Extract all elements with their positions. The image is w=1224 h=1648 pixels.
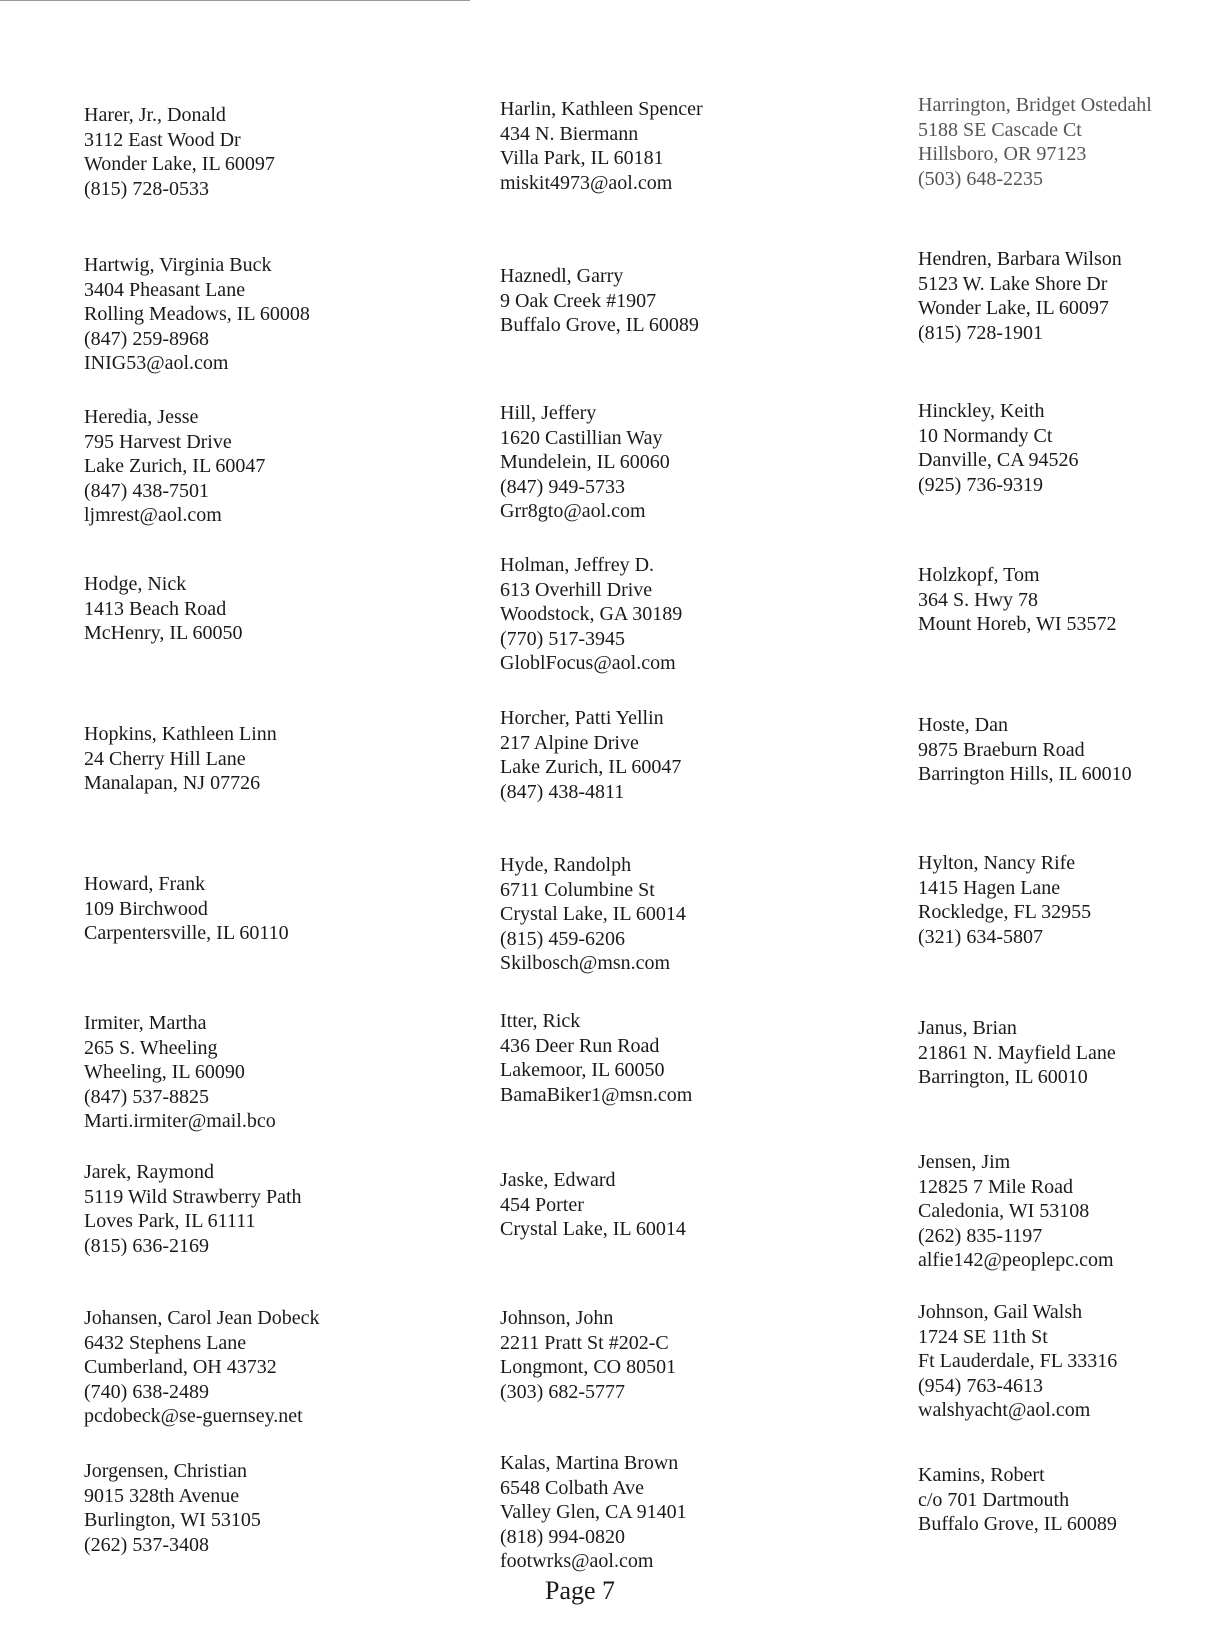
entry-address: 265 S. Wheeling [84, 1036, 218, 1059]
entry-name: Itter, Rick [500, 1010, 581, 1032]
entry-email: pcdobeck@se-guernsey.net [84, 1405, 303, 1427]
entry-city: Crystal Lake, IL 60014 [500, 903, 686, 925]
entry-name: Heredia, Jesse [84, 406, 199, 428]
entry-name: Kamins, Robert [918, 1464, 1045, 1486]
directory-entry [918, 713, 1132, 787]
entry-address: 613 Overhill Drive [500, 578, 653, 601]
directory-entry [500, 853, 686, 976]
directory-entry [918, 851, 1091, 949]
directory-entry [918, 1016, 1116, 1090]
entry-phone: (847) 438-7501 [84, 479, 209, 502]
entry-city: Woodstock, GA 30189 [500, 603, 683, 625]
entry-name: Harlin, Kathleen Spencer [500, 98, 703, 120]
entry-phone: (925) 736-9319 [918, 473, 1043, 496]
entry-city: Lakemoor, IL 60050 [500, 1059, 665, 1081]
directory-entry [500, 1451, 687, 1574]
entry-name: Horcher, Patti Yellin [500, 707, 664, 729]
entry-name: Johansen, Carol Jean Dobeck [84, 1307, 320, 1329]
entry-city: Rolling Meadows, IL 60008 [84, 303, 310, 325]
entry-name: Irmiter, Martha [84, 1012, 207, 1034]
entry-city: Wheeling, IL 60090 [84, 1061, 245, 1083]
entry-city: Longmont, CO 80501 [500, 1356, 677, 1378]
entry-address: 436 Deer Run Road [500, 1034, 660, 1057]
entry-city: Manalapan, NJ 07726 [84, 772, 261, 794]
directory-entry [84, 1459, 261, 1557]
entry-name: Jarek, Raymond [84, 1161, 214, 1183]
entry-phone: (818) 994-0820 [500, 1525, 625, 1548]
entry-city: Barrington Hills, IL 60010 [918, 763, 1132, 785]
entry-phone: (815) 728-0533 [84, 177, 209, 200]
directory-entry [84, 1011, 276, 1134]
entry-address: 364 S. Hwy 78 [918, 588, 1039, 611]
entry-phone: (815) 636-2169 [84, 1234, 209, 1257]
entry-address: 795 Harvest Drive [84, 430, 232, 453]
entry-name: Johnson, Gail Walsh [918, 1301, 1083, 1323]
entry-email: walshyacht@aol.com [918, 1399, 1091, 1421]
directory-entry [500, 1168, 686, 1242]
entry-city: Valley Glen, CA 91401 [500, 1501, 687, 1523]
entry-email: miskit4973@aol.com [500, 171, 673, 194]
entry-city: Loves Park, IL 61111 [84, 1210, 256, 1232]
entry-name: Jaske, Edward [500, 1169, 616, 1191]
directory-entry [84, 722, 277, 796]
entry-city: Hillsboro, OR 97123 [918, 143, 1087, 165]
entry-city: Lake Zurich, IL 60047 [500, 756, 682, 778]
entry-city: Carpentersville, IL 60110 [84, 922, 289, 944]
entry-city: Barrington, IL 60010 [918, 1066, 1088, 1088]
entry-phone: (815) 459-6206 [500, 927, 625, 950]
entry-city: Crystal Lake, IL 60014 [500, 1218, 686, 1240]
directory-entry [84, 405, 265, 528]
entry-address: 6711 Columbine St [500, 878, 655, 901]
entry-name: Hinckley, Keith [918, 400, 1045, 422]
entry-email: footwrks@aol.com [500, 1550, 654, 1572]
entry-email: GloblFocus@aol.com [500, 652, 676, 674]
entry-name: Jensen, Jim [918, 1151, 1011, 1173]
entry-city: McHenry, IL 60050 [84, 622, 243, 644]
directory-entry [918, 1150, 1114, 1273]
entry-email: Grr8gto@aol.com [500, 500, 646, 522]
entry-city: Ft Lauderdale, FL 33316 [918, 1350, 1118, 1372]
entry-city: Caledonia, WI 53108 [918, 1200, 1090, 1222]
entry-address: c/o 701 Dartmouth [918, 1488, 1070, 1511]
directory-entry [500, 553, 682, 676]
entry-phone: (815) 728-1901 [918, 321, 1043, 344]
page-number: Page 7 [545, 1576, 616, 1605]
directory-entry [918, 563, 1117, 637]
entry-city: Cumberland, OH 43732 [84, 1356, 277, 1378]
entry-city: Danville, CA 94526 [918, 449, 1079, 471]
entry-name: Howard, Frank [84, 873, 206, 895]
entry-phone: (847) 949-5733 [500, 475, 625, 498]
directory-entry [500, 264, 699, 338]
entry-phone: (262) 537-3408 [84, 1533, 209, 1556]
entry-address: 3404 Pheasant Lane [84, 278, 246, 301]
entry-address: 1413 Beach Road [84, 597, 227, 620]
directory-entry [918, 1463, 1117, 1537]
entry-name: Harrington, Bridget Ostedahl [918, 94, 1152, 116]
entry-address: 454 Porter [500, 1193, 584, 1216]
entry-city: Burlington, WI 53105 [84, 1509, 261, 1531]
entry-city: Buffalo Grove, IL 60089 [918, 1513, 1117, 1535]
entry-city: Mount Horeb, WI 53572 [918, 613, 1117, 635]
entry-address: 9875 Braeburn Road [918, 738, 1085, 761]
entry-email: BamaBiker1@msn.com [500, 1083, 693, 1106]
entry-address: 434 N. Biermann [500, 122, 639, 145]
entry-email: Marti.irmiter@mail.bco [84, 1110, 276, 1132]
entry-name: Kalas, Martina Brown [500, 1452, 679, 1474]
entry-address: 5119 Wild Strawberry Path [84, 1185, 302, 1208]
entry-address: 1620 Castillian Way [500, 426, 663, 449]
entry-address: 1415 Hagen Lane [918, 876, 1061, 899]
entry-phone: (503) 648-2235 [918, 167, 1043, 190]
directory-entry [84, 1160, 302, 1258]
entry-city: Mundelein, IL 60060 [500, 451, 670, 473]
entry-phone: (847) 537-8825 [84, 1085, 209, 1108]
directory-entry [500, 1306, 676, 1404]
entry-city: Wonder Lake, IL 60097 [84, 153, 275, 175]
directory-entry [918, 247, 1122, 345]
entry-name: Hodge, Nick [84, 573, 187, 595]
entry-phone: (262) 835-1197 [918, 1224, 1043, 1247]
entry-phone: (847) 259-8968 [84, 327, 209, 350]
entry-address: 10 Normandy Ct [918, 424, 1053, 447]
directory-entry [918, 1300, 1117, 1423]
directory-entry [84, 253, 310, 376]
entry-address: 6548 Colbath Ave [500, 1476, 645, 1499]
entry-city: Lake Zurich, IL 60047 [84, 455, 266, 477]
entry-email: Skilbosch@msn.com [500, 952, 671, 974]
entry-address: 9015 328th Avenue [84, 1484, 240, 1507]
entry-address: 24 Cherry Hill Lane [84, 747, 246, 770]
directory-entry [84, 572, 242, 646]
entry-name: Hartwig, Virginia Buck [84, 254, 272, 276]
entry-name: Jorgensen, Christian [84, 1460, 247, 1482]
entry-address: 5123 W. Lake Shore Dr [918, 272, 1108, 295]
entry-address: 5188 SE Cascade Ct [918, 118, 1082, 141]
entry-phone: (321) 634-5807 [918, 925, 1043, 948]
directory-entry [84, 1306, 320, 1429]
entry-name: Haznedl, Garry [500, 265, 624, 287]
entry-address: 109 Birchwood [84, 897, 208, 920]
directory-entry [84, 872, 289, 946]
entry-name: Hopkins, Kathleen Linn [84, 723, 277, 745]
directory-entry [84, 103, 275, 201]
directory-entry [500, 706, 681, 804]
entry-name: Hyde, Randolph [500, 854, 632, 876]
entry-email: ljmrest@aol.com [84, 504, 222, 526]
directory-entry [918, 93, 1152, 191]
entry-address: 21861 N. Mayfield Lane [918, 1041, 1116, 1064]
directory-entry [500, 1009, 692, 1107]
entry-email: alfie142@peoplepc.com [918, 1249, 1114, 1271]
entry-city: Wonder Lake, IL 60097 [918, 297, 1109, 319]
directory-entry [918, 399, 1079, 497]
entry-city: Buffalo Grove, IL 60089 [500, 314, 699, 336]
entry-phone: (740) 638-2489 [84, 1380, 209, 1403]
entry-name: Hylton, Nancy Rife [918, 852, 1076, 874]
entry-address: 1724 SE 11th St [918, 1325, 1048, 1348]
entry-name: Janus, Brian [918, 1017, 1017, 1039]
entry-name: Hill, Jeffery [500, 402, 597, 424]
entry-name: Johnson, John [500, 1307, 614, 1329]
entry-address: 2211 Pratt St #202-C [500, 1331, 669, 1354]
entry-address: 9 Oak Creek #1907 [500, 289, 657, 312]
directory-entry [500, 401, 670, 524]
entry-city: Villa Park, IL 60181 [500, 147, 664, 169]
entry-name: Hendren, Barbara Wilson [918, 248, 1122, 270]
entry-phone: (303) 682-5777 [500, 1380, 625, 1403]
entry-name: Holman, Jeffrey D. [500, 554, 655, 576]
entry-address: 3112 East Wood Dr [84, 128, 241, 151]
entry-email: INIG53@aol.com [84, 352, 229, 374]
entry-name: Harer, Jr., Donald [84, 104, 226, 126]
entry-phone: (770) 517-3945 [500, 627, 625, 650]
entry-address: 6432 Stephens Lane [84, 1331, 247, 1354]
entry-address: 12825 7 Mile Road [918, 1175, 1073, 1198]
entry-address: 217 Alpine Drive [500, 731, 639, 754]
entry-phone: (847) 438-4811 [500, 780, 625, 803]
top-rule [0, 0, 470, 1]
entry-name: Hoste, Dan [918, 714, 1008, 736]
entry-phone: (954) 763-4613 [918, 1374, 1043, 1397]
directory-entry [500, 97, 703, 195]
entry-name: Holzkopf, Tom [918, 564, 1040, 586]
entry-city: Rockledge, FL 32955 [918, 901, 1092, 923]
